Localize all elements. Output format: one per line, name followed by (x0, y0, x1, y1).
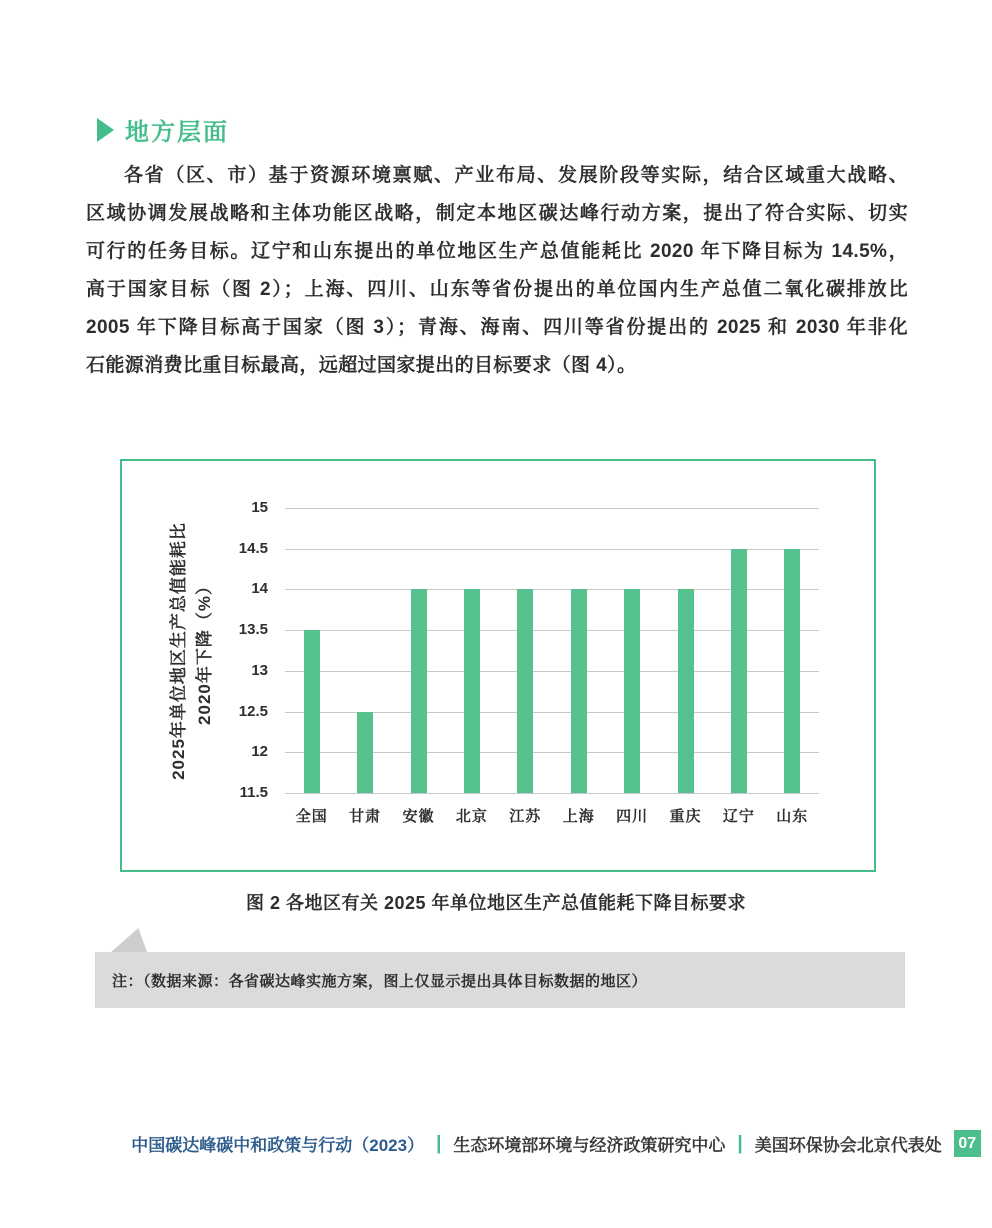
y-axis-title-line2: 2020年下降（%） (195, 577, 214, 725)
chart-bar (464, 589, 480, 793)
y-tick-label: 13 (251, 661, 268, 679)
x-axis-label: 辽宁 (722, 808, 755, 825)
chart-bar (784, 549, 800, 793)
section-heading (97, 112, 229, 147)
figure-caption: 图 2 各地区有关 2025 年单位地区生产总值能耗下降目标要求 (245, 893, 747, 913)
y-tick-label: 11.5 (239, 784, 268, 801)
footer-report-title: 中国碳达峰碳中和政策与行动（2023） (131, 1136, 425, 1155)
x-axis-label: 上海 (562, 808, 595, 825)
paragraph-line: 高于国家目标（图 2）；上海、四川、山东等省份提出的单位国内生产总值二氧化碳排放比 (86, 279, 908, 300)
y-tick-label: 14.5 (238, 539, 268, 557)
chart-bar (571, 589, 587, 793)
gridline (285, 508, 819, 509)
y-tick-label: 12.5 (238, 702, 268, 720)
chart-bar (411, 589, 427, 793)
x-axis-label: 全国 (295, 808, 328, 825)
y-tick-label: 12 (251, 743, 268, 761)
y-tick-label: 14 (251, 580, 268, 598)
footer-org-edf-beijing: 美国环保协会北京代表处 (754, 1136, 942, 1155)
chart-bar (678, 589, 694, 793)
x-axis-label: 重庆 (669, 808, 702, 825)
y-tick-label: 13.5 (238, 621, 268, 639)
x-axis-label: 甘肃 (349, 808, 382, 825)
plot-area (285, 508, 819, 793)
x-axis-label: 安徽 (402, 808, 435, 825)
page-number-badge: 07 (954, 1130, 981, 1157)
note-tail-decoration (111, 928, 147, 952)
chart-bar (731, 549, 747, 793)
section-title: 地方层面 (125, 119, 229, 146)
paragraph-line: 2005 年下降目标高于国家（图 3）；青海、海南、四川等省份提出的 2025 和 2030 年非化 (86, 317, 908, 338)
footer-separator: | (436, 1132, 442, 1154)
paragraph-line: 各省（区、市）基于资源环境禀赋、产业布局、发展阶段等实际，结合区域重大战略、 (124, 165, 908, 186)
gridline (285, 793, 819, 794)
page-footer (60, 1130, 992, 1157)
chart-bar (517, 589, 533, 793)
chart-bar (304, 630, 320, 793)
note-box (95, 952, 905, 1008)
x-axis-label: 山东 (776, 808, 809, 825)
triangle-bullet-icon (97, 118, 114, 142)
body-paragraph (86, 157, 908, 385)
x-axis-label: 北京 (455, 808, 488, 825)
x-axis-label: 四川 (616, 808, 649, 825)
x-axis-label: 江苏 (509, 808, 542, 825)
footer-org-policy-center: 生态环境部环境与经济政策研究中心 (453, 1136, 726, 1155)
chart-bar (624, 589, 640, 793)
paragraph-line: 石能源消费比重目标最高，远超过国家提出的目标要求（图 4）。 (86, 355, 637, 376)
paragraph-line: 区域协调发展战略和主体功能区战略，制定本地区碳达峰行动方案，提出了符合实际、切实 (86, 203, 908, 224)
footer-separator: | (737, 1132, 743, 1154)
bar-chart (120, 459, 876, 872)
note-text: 注：（数据来源：各省碳达峰实施方案，图上仅显示提出具体目标数据的地区） (112, 972, 648, 990)
y-axis-title-line1: 2025年单位地区生产总值能耗比 (169, 522, 188, 780)
paragraph-line: 可行的任务目标。辽宁和山东提出的单位地区生产总值能耗比 2020 年下降目标为 14.5%， (86, 241, 908, 262)
y-tick-label: 15 (251, 499, 268, 516)
chart-bar (357, 712, 373, 793)
